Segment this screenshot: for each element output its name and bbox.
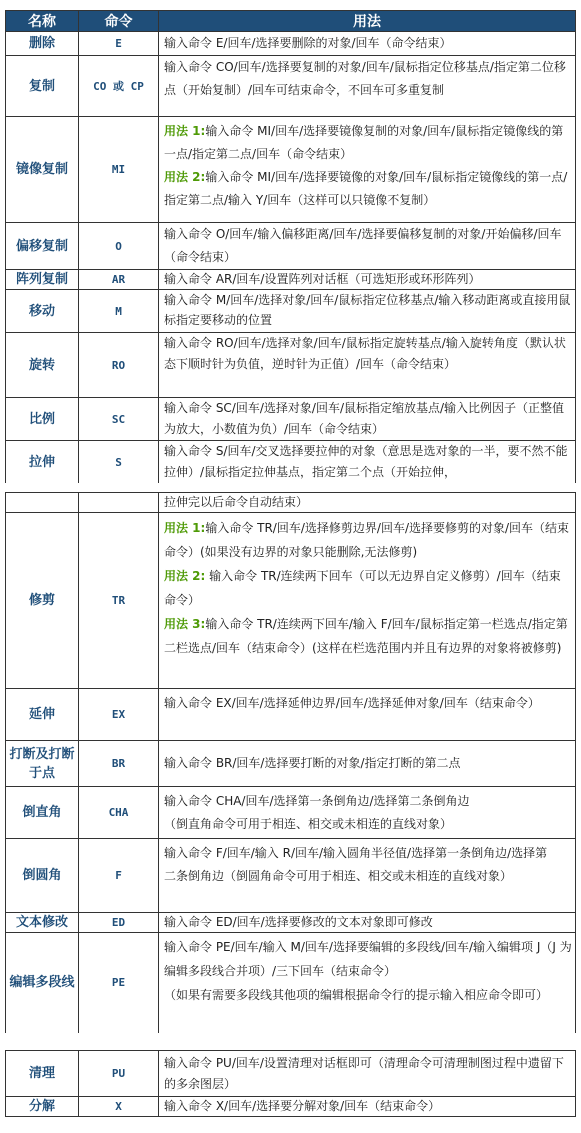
table-row: [6, 441, 576, 484]
commands-table-2: [5, 492, 576, 1033]
table-row: [6, 270, 576, 290]
command-name: 倒直角: [6, 787, 79, 839]
continuation-row: [6, 493, 576, 513]
command-usage: 输入命令 S/回车/交叉选择要拉伸的对象（意思是选对象的一半，要不然不能拉伸）/鼠标指定拉伸基点，指定第二个点（开始拉伸，: [159, 441, 576, 484]
command-usage: 输入命令 SC/回车/选择对象/回车/鼠标指定缩放基点/输入比例因子（正整值为放大，小数值为负）/回车（命令结束）: [159, 398, 576, 441]
usage-label: 用法 3:: [164, 617, 206, 631]
command-code: MI: [79, 117, 159, 223]
command-usage: 输入命令 PU/回车/设置清理对话框即可（清理命令可清理制图过程中遗留下的多余图层）: [159, 1051, 576, 1097]
command-code: EX: [79, 689, 159, 741]
table-row: [6, 513, 576, 689]
command-usage: 输入命令 PE/回车/输入 M/回车/选择要编辑的多段线/回车/输入编辑项 J（J 为编辑多段线合并项）/三下回车（结束命令） （如果有需要多段线其他项的编辑根据命令行的提示输入相应命令即可）: [159, 933, 576, 1033]
command-name: 旋转: [6, 333, 79, 398]
header-name: 名称: [6, 11, 79, 32]
command-name: 阵列复制: [6, 270, 79, 290]
command-name: 打断及打断于点: [6, 741, 79, 787]
commands-table-3: [5, 1050, 576, 1117]
command-code: CHA: [79, 787, 159, 839]
command-name: 延伸: [6, 689, 79, 741]
table-row: [6, 1097, 576, 1117]
command-usage: 输入命令 AR/回车/设置阵列对话框（可选矩形或环形阵列）: [159, 270, 576, 290]
command-name: 复制: [6, 56, 79, 117]
table-row: [6, 56, 576, 117]
command-code: S: [79, 441, 159, 484]
table-row: [6, 117, 576, 223]
command-usage: 输入命令 O/回车/输入偏移距离/回车/选择要偏移复制的对象/开始偏移/回车（命令结束）: [159, 223, 576, 270]
command-usage: 输入命令 ED/回车/选择要修改的文本对象即可修改: [159, 913, 576, 933]
table-row: [6, 741, 576, 787]
command-name: 删除: [6, 32, 79, 56]
command-usage: 输入命令 CHA/回车/选择第一条倒角边/选择第二条倒角边 （倒直角命令可用于相连、相交或未相连的直线对象）: [159, 787, 576, 839]
commands-table-1: [5, 10, 576, 483]
command-usage: 输入命令 CO/回车/选择要复制的对象/回车/鼠标指定位移基点/指定第二位移点（开始复制）/回车可结束命令，不回车可多重复制: [159, 56, 576, 117]
table-row: [6, 933, 576, 1033]
usage-label: 用法 1:: [164, 124, 206, 138]
command-code: O: [79, 223, 159, 270]
command-usage: 输入命令 F/回车/输入 R/回车/输入圆角半径值/选择第一条倒角边/选择第 二条倒角边（倒圆角命令可用于相连、相交或未相连的直线对象）: [159, 839, 576, 913]
command-code: CO 或 CP: [79, 56, 159, 117]
table-row: [6, 333, 576, 398]
command-usage: 输入命令 BR/回车/选择要打断的对象/指定打断的第二点: [159, 741, 576, 787]
command-code: PU: [79, 1051, 159, 1097]
command-usage: 输入命令 E/回车/选择要删除的对象/回车（命令结束）: [159, 32, 576, 56]
header-command: 命令: [79, 11, 159, 32]
command-usage: 输入命令 EX/回车/选择延伸边界/回车/选择延伸对象/回车（结束命令）: [159, 689, 576, 741]
table-row: [6, 913, 576, 933]
command-code: M: [79, 290, 159, 333]
command-usage: 输入命令 X/回车/选择要分解对象/回车（结束命令）: [159, 1097, 576, 1117]
usage-label: 用法 1:: [164, 521, 206, 535]
table-row: [6, 839, 576, 913]
command-usage: 输入命令 RO/回车/选择对象/回车/鼠标指定旋转基点/输入旋转角度（默认状态下顺时针为负值，逆时针为正值）/回车（命令结束）: [159, 333, 576, 398]
header-usage: 用法: [159, 11, 576, 32]
command-name: 移动: [6, 290, 79, 333]
table-row: [6, 223, 576, 270]
command-code: F: [79, 839, 159, 913]
command-name: 偏移复制: [6, 223, 79, 270]
command-name: 修剪: [6, 513, 79, 689]
table-row: [6, 398, 576, 441]
usage-label: 用法 2:: [164, 170, 206, 184]
command-code: ED: [79, 913, 159, 933]
command-name: 文本修改: [6, 913, 79, 933]
table-row: [6, 689, 576, 741]
command-name: 镜像复制: [6, 117, 79, 223]
command-name: 编辑多段线: [6, 933, 79, 1033]
command-name: 清理: [6, 1051, 79, 1097]
table-row: [6, 32, 576, 56]
table-row: [6, 787, 576, 839]
command-code: RO: [79, 333, 159, 398]
command-code: X: [79, 1097, 159, 1117]
command-code: AR: [79, 270, 159, 290]
command-code: SC: [79, 398, 159, 441]
command-code: E: [79, 32, 159, 56]
table-row: [6, 290, 576, 333]
continuation-text: 拉伸完以后命令自动结束）: [159, 493, 576, 513]
usage-label: 用法 2:: [164, 569, 206, 583]
table-row: [6, 1051, 576, 1097]
command-usage: 用法 1:输入命令 MI/回车/选择要镜像复制的对象/回车/鼠标指定镜像线的第一点/指定第二点/回车（命令结束） 用法 2:输入命令 MI/回车/选择要镜像的对象/回车/鼠标指定镜像线的第一点/指定第二点/输入 Y/回车（这样可以只镜像不复制）: [159, 117, 576, 223]
command-name: 倒圆角: [6, 839, 79, 913]
command-code: BR: [79, 741, 159, 787]
header-row: [6, 11, 576, 32]
command-usage: 用法 1:输入命令 TR/回车/选择修剪边界/回车/选择要修剪的对象/回车（结束命令）(如果没有边界的对象只能删除,无法修剪) 用法 2: 输入命令 TR/连续两下回车（可以无边界自定义修剪）/回车（结束命令） 用法 3:输入命令 TR/连续两下回车/输入 F/回车/鼠标指定第一栏选点/指定第二栏选点/回车（结束命令）(这样在栏选范围内并且有边界的对象将被修剪): [159, 513, 576, 689]
command-name: 拉伸: [6, 441, 79, 484]
command-name: 分解: [6, 1097, 79, 1117]
command-code: TR: [79, 513, 159, 689]
command-code: PE: [79, 933, 159, 1033]
command-name: 比例: [6, 398, 79, 441]
command-usage: 输入命令 M/回车/选择对象/回车/鼠标指定位移基点/输入移动距离或直接用鼠标指定要移动的位置: [159, 290, 576, 333]
